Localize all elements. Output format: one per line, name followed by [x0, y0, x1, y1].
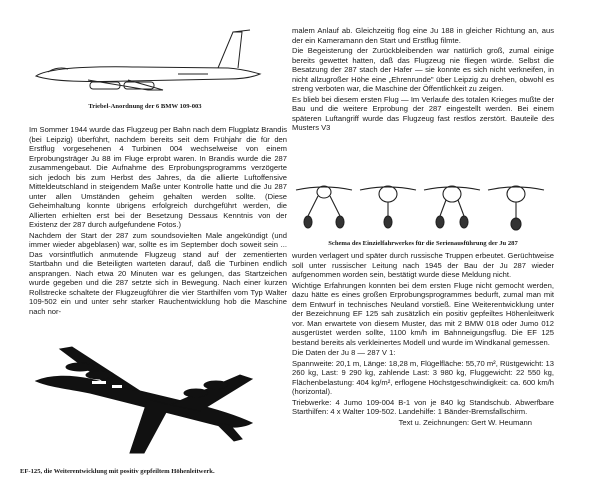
paragraph: Es blieb bei diesem ersten Flug — Im Verlaufe des totalen Krieges mußte der Bau und die weitere Erprobung der 287 eingestellt werden. Bei einem späteren Luftangriff wurde das Flugzeug fast restlos zerstört. Bauteile des Musters V3 — [292, 94, 554, 132]
paragraph: Im Sommer 1944 wurde das Flugzeug per Bahn nach dem Flugplatz Brandis (bei Leipzig) überführt, nachdem bereits seit dem Frühjahr die für den Erstflug vorgesehenen 4 Turbinen 004 wechselweise von einem Erprobungsträger Ju 88 im Fluge erprobt waren. In Brandis wurde die 287 zusammengebaut. Die Aufnahme des Erprobungsprogramms verzögerte sich jedoch bis zum Herbst des Jahres, da die allierte Luftoffensive Mitteldeutschland in steigendem Maße unter Kontrolle hatte und die Ju 287 unter allen Umständen geheim gehalten werden sollte. (Diese Geheimhaltung konnte übrigens erfolgreich durchgeführt werden, die Allierten erhielten erst bei der Besetzung Dessaus Kenntnis von der Existenz der 287 durch aufgefundene Fotos.) — [29, 125, 287, 229]
figure-caption-top: Triebel-Anordnung der 6 BMW 109-003 — [88, 103, 202, 110]
techdata-line: Triebwerke: 4 Jumo 109-004 B-1 von je 840 kg Standschub. Abwerfbare Starthilfen: 4 x Walter 109-502. Landehilfe: 1 Bänder-Bremsfallschirm. — [292, 397, 554, 416]
paragraph: Wichtige Erfahrungen konnten bei dem ersten Fluge nicht gemocht werden, dazu hätte es eines großen Erprobungsprogrammes bedurft, zumal man mit dem Entwurf in technisches Neuland vorstieß. Eine Weiterentwicklung unter der Bezeichnung EF 125 sah zusätzlich ein positiv gepfeiltes Höhenleitwerk vor. Man erwartete von diesem Muster, das mit 2 BMW 018 oder Jumo 012 ausgerüstet werden sollte, 1100 km/h im Bahnneigungsflug. Die EF 125 bestand bereits als verkleinertes Modell und wurde im Windkanal gemessen. — [292, 280, 554, 347]
technical-data — [292, 348, 554, 417]
right-column-bottom-text — [292, 251, 554, 427]
paragraph: Nachdem der Start der 287 zum soundsovielten Male angekündigt (und immer wieder abgeblasen) war, sollte es im September doch soweit sein ... Das vorsintflutlich anmutende Flugzeug stand auf der zementierten Startbahn und die Beteiligten warteten darauf, daß die Turbinen endlich ansprangen. Nach etwa 20 Minuten war es gelungen, das Startzeichen wurde gegeben und die 287 setzte sich in Bewegung. Nach einer kurzen Rollstrecke schaltete der Flugzeugführer die vier Starthilfen vom Typ Walter 109-502 ein und unter sehr starker Rauchentwicklung hob die Maschine nach nor- — [29, 230, 287, 316]
figure-caption-bottom: EF-125, die Weiterentwicklung mit positiv gepfeiltem Höhenleitwerk. — [20, 468, 215, 475]
paragraph: wurden verlagert und später durch russische Truppen erbeutet. Gerüchtweise soll unter russischer Leitung nach 1945 der Bau der Ju 287 wieder aufgenommen worden sein, bestätigt wurde diese Meldung nicht. — [292, 251, 554, 279]
ef125-silhouette-drawing — [20, 345, 280, 463]
right-column-top-text — [292, 26, 554, 134]
techdata-line: Spannweite: 20,1 m, Länge: 18,28 m, Flügelfläche: 55,70 m², Rüstgewicht: 13 260 kg, Last: 9 290 kg, zahlende Last: 3 980 kg, Fluggewicht: 22 550 kg, Flächenbelastung: 404 kg/m², erflogene Höchstgeschwindigkeit: ca. 600 km/h (horizontal). — [292, 358, 554, 396]
figure-caption-right: Schema des Einzielfahrwerkes für die Serienausführung der Ju 287 — [328, 240, 518, 247]
aircraft-side-view-drawing — [28, 24, 268, 104]
left-column-text — [29, 125, 287, 317]
credit-line: Text u. Zeichnungen: Gert W. Heumann — [398, 417, 532, 427]
landing-gear-schematic-drawing — [292, 172, 554, 238]
techdata-heading: Die Daten der Ju 8 — 287 V 1: — [292, 348, 396, 357]
paragraph: malem Anlauf ab. Gleichzeitig flog eine Ju 188 in gleicher Richtung an, aus der ein Kameramann den Start und Erstflug filmte. — [292, 26, 554, 45]
paragraph: Die Begeisterung der Zurückbleibenden war natürlich groß, zumal einige bereits gewettet hatten, daß das Flugzeug nie fliegen würde. Selbst die Besatzung der 287 stach der Hafer — sie konnte es sich nicht verkneifen, in nicht allzugroßer Höhe eine „Ehrenrunde" über Leipzig zu drehen, obwohl es streng verboten war, die Maschine der Öffentlichkeit zu zeigen. — [292, 46, 554, 93]
